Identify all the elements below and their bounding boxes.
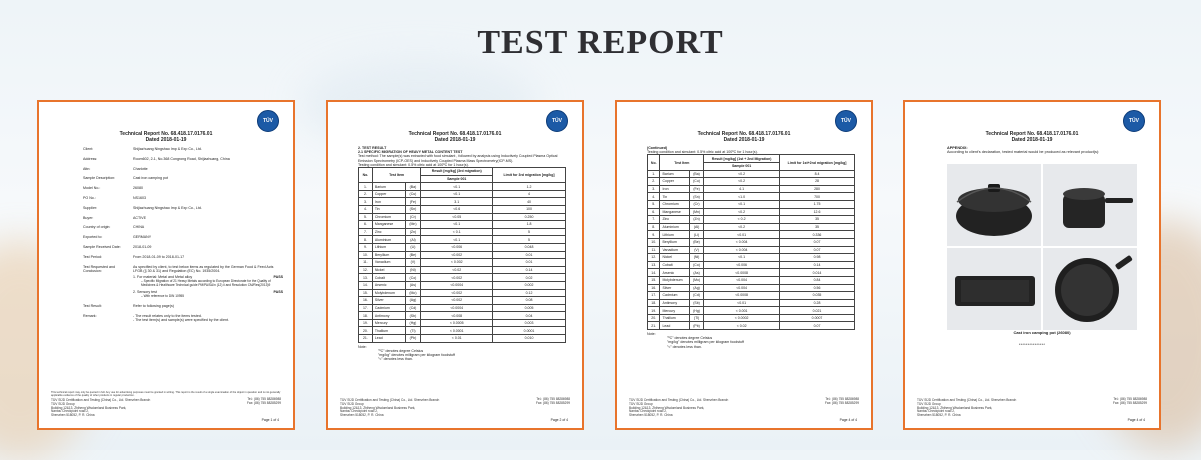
table-row: 17. Cadmium (Cd) <0.0004 0.005 bbox=[359, 304, 566, 312]
report-page-3[interactable] bbox=[615, 100, 873, 430]
notes: Note: "ºC" denotes degree Celsius "mg/kg" denotes milligram per kilogram foodstuff "<" denotes less than. bbox=[647, 332, 855, 349]
tuv-logo-icon: TÜV bbox=[1123, 110, 1145, 132]
test-requested-row: Test Requested and Conclusion: As specified by client, to test below items as regulated by the German Food & Feed Acts LFGB (§ 30 & 31) and Regulation (EC) No. 1935/2004. 1. For material: Metal and Metal alloy PASS – Specific Migration of 21 Heavy Metals according to European Directorate for the Quality of Medicines & Healthcare Technical guide PM/PA/SA/n (12) ii and Resolution CM/Res(2013)9 2. Sensory test PASS – With reference to DIN 10955 bbox=[83, 264, 283, 298]
product-photo bbox=[1043, 164, 1137, 246]
report-header bbox=[39, 131, 293, 143]
report-page-2[interactable] bbox=[326, 100, 584, 430]
product-photo bbox=[1043, 248, 1137, 330]
info-row: Sample Received Date: 2018-01-09 bbox=[83, 244, 152, 249]
table-row: 12. Nickel (Ni) <0.1 0.98 bbox=[648, 254, 855, 262]
info-row: PO No.: NS1603 bbox=[83, 195, 146, 200]
report-page-4[interactable] bbox=[903, 100, 1161, 430]
test-result-continued: (Continued) Testing condition and simulant: 0.5% citric acid at 100ºC for 1 hour(s). No. Test Item Result [mg/kg] (1st + 2nd Migration) Limit for 1st+2nd migration [mg/kg] Sample 001 1. Barium (Ba) <0.2 8.4 2. Copper (Cu) <0.2 28 3. Iron (Fe) 4.1 280 4. Tin (Sn) <1.0 700 5. Chromium (Cr) <0.1 1.75 6. Manganese (Mn) <0.2 12.6 7. Zinc (Zn) < 0.2 35 8. Aluminium (Al) <0.2 35 9. Lithium (Li) <0.01 0.336 10. Beryllium (Be) < 0.004 0.07 11. Vanadium (V) < 0.004 0.07 12. Nickel (Ni) <0.1 0.98 13. Cobalt (Co) <0.006 0.14 14. Arsenic (As) <0.0008 0.014 15. Molybdenum (Mo) <0.004 0.84 16. Silver (Ag) <0.004 0.56 17. Cadmium (Cd) <0.0008 0.035 18. Antimony (Sb) <0.01 0.28 19. Mercury (Hg) < 0.001 0.021 20. Thallium (Tl) < 0.0002 0.0007 21. Lead (Pb) < 0.02 0.07 Note: "ºC" denotes degree Celsius "mg/kg" denotes milligram per kilogram foodstuff "<" denotes less than. bbox=[647, 146, 855, 349]
migration-table: No. Test Item Result [mg/kg] (1st + 2nd Migration) Limit for 1st+2nd migration [mg/kg] Sample 001 1. Barium (Ba) <0.2 8.4 2. Copper (Cu) <0.2 28 3. Iron (Fe) 4.1 280 4. Tin (Sn) <1.0 700 5. Chromium (Cr) <0.1 1.75 6. Manganese (Mn) <0.2 12.6 7. Zinc (Zn) < 0.2 35 8. Aluminium (Al) <0.2 35 9. Lithium (Li) <0.01 0.336 10. Beryllium (Be) < 0.004 0.07 11. Vanadium (V) < 0.004 0.07 12. Nickel (Ni) <0.1 0.98 13. Cobalt (Co) <0.006 0.14 14. Arsenic (As) <0.0008 0.014 15. Molybdenum (Mo) <0.004 0.84 16. Silver (Ag) <0.004 0.56 17. Cadmium (Cd) <0.0008 0.035 18. Antimony (Sb) <0.01 0.28 19. Mercury (Hg) < 0.001 0.021 20. Thallium (Tl) < 0.0002 0.0007 21. Lead (Pb) < 0.02 0.07 bbox=[647, 154, 855, 330]
info-row: Client: Shijiazhuang Ningshao Imp & Exp Co., Ltd. bbox=[83, 147, 202, 151]
table-row: 9. Lithium (Li) <0.006 0.048 bbox=[359, 243, 566, 251]
table-row: 21. Lead (Pb) < 0.01 0.010 bbox=[359, 335, 566, 343]
end-marker: *************** bbox=[1018, 342, 1046, 347]
table-row: 14. Arsenic (As) <0.0008 0.014 bbox=[648, 269, 855, 277]
page-footer: This technical report may only be quoted in full. Any use for advertising purposes must be granted in writing. This report is the result of a single examination of the object in question and is not generally applicable evidence of the quality of other products in regular production. TÜV SÜD Certification and Testing (China) Co., Ltd. Shenzhen Branch TÜV SÜD Group Building 12&13, Zhiheng Wisdomland Business Park, Nantou Checkpoint road 2, Shenzhen 518052, P. R. China Tel.: (86) 755 88286988 Fax: (86) 755 88285299 bbox=[51, 391, 281, 418]
page-footer: TÜV SÜD Certification and Testing (China) Co., Ltd. Shenzhen Branch TÜV SÜD Group Building 12&13, Zhiheng Wisdomland Business Park, Nantou Checkpoint road 2, Shenzhen 518052, P. R. China Tel.: (86) 755 88286988 Fax: (86) 755 88285299 bbox=[340, 397, 570, 418]
report-number: Technical Report No. 68.418.17.0176.01 bbox=[119, 131, 213, 137]
report-date: Dated 2018-01-19 bbox=[145, 137, 187, 143]
report-page-1[interactable] bbox=[37, 100, 295, 430]
photo-caption: Cast iron camping pot (26080) bbox=[1013, 330, 1071, 335]
table-row: 20. Thallium (Tl) < 0.0002 0.0007 bbox=[648, 314, 855, 322]
table-row: 4. Tin (Sn) <0.6 100 bbox=[359, 205, 566, 213]
table-row: 16. Silver (Ag) <0.002 0.08 bbox=[359, 297, 566, 305]
info-row: Supplier: Shijiazhuang Ningshao Imp & Exp Co., Ltd. bbox=[83, 205, 202, 210]
page-number: Page 2 of 4 bbox=[550, 418, 568, 422]
remark-row: Remark: - The result relates only to the items tested. - The test item(s) and sample(s) were specified by the client. bbox=[83, 313, 230, 322]
table-row: 20. Thallium (Tl) < 0.0001 0.0001 bbox=[359, 327, 566, 335]
info-row: Model No.: 26080 bbox=[83, 186, 143, 191]
table-row: 2. Copper (Cu) <0.2 28 bbox=[648, 178, 855, 186]
table-row: 13. Cobalt (Co) <0.002 0.02 bbox=[359, 274, 566, 282]
table-row: 11. Vanadium (V) < 0.004 0.07 bbox=[648, 246, 855, 254]
info-row: Exported to: GERMANY bbox=[83, 235, 152, 240]
table-row: 7. Zinc (Zn) < 0.2 35 bbox=[648, 216, 855, 224]
page-title: TEST REPORT bbox=[477, 24, 724, 61]
info-row: Country of origin: CHINA bbox=[83, 225, 145, 230]
table-row: 8. Aluminium (Al) <0.1 5 bbox=[359, 236, 566, 244]
table-row: 15. Molybdenum (Mo) <0.004 0.84 bbox=[648, 276, 855, 284]
appendix: APPENDIX: According to client's declaration, tested material would be produced as relevant product(s): bbox=[947, 146, 1100, 155]
table-row: 7. Zinc (Zn) < 0.1 5 bbox=[359, 228, 566, 236]
note-item: "mg/kg" denotes milligram per kilogram foodstuff bbox=[378, 353, 455, 358]
note-item: "ºC" denotes degree Celsius bbox=[667, 336, 713, 341]
info-row: Test Period: From 2018-01-09 to 2018-01-17 bbox=[83, 254, 185, 259]
table-row: 15. Molybdenum (Mo) <0.002 0.12 bbox=[359, 289, 566, 297]
table-row: 1. Barium (Ba) <0.1 1.2 bbox=[359, 183, 566, 191]
tuv-logo-icon: TÜV bbox=[546, 110, 568, 132]
table-row: 9. Lithium (Li) <0.01 0.336 bbox=[648, 231, 855, 239]
report-header: Technical Report No. 68.418.17.0176.01 Dated 2018-01-19 bbox=[985, 131, 1079, 143]
table-row: 3. Iron (Fe) 3.1 40 bbox=[359, 198, 566, 206]
table-row: 5. Chromium (Cr) <0.1 1.75 bbox=[648, 200, 855, 208]
table-row: 17. Cadmium (Cd) <0.0008 0.035 bbox=[648, 292, 855, 300]
table-row: 14. Arsenic (As) <0.0004 0.002 bbox=[359, 281, 566, 289]
page-footer: TÜV SÜD Certification and Testing (China) Co., Ltd. Shenzhen Branch TÜV SÜD Group Building 12&13, Zhiheng Wisdomland Business Park, Nantou Checkpoint road 2, Shenzhen 518052, P. R. China Tel.: (86) 755 88286988 Fax: (86) 755 88285299 bbox=[629, 397, 859, 418]
table-row: 10. Beryllium (Be) < 0.004 0.07 bbox=[648, 238, 855, 246]
table-row: 18. Antimony (Sb) <0.008 0.04 bbox=[359, 312, 566, 320]
pass-badge: PASS bbox=[273, 289, 283, 294]
migration-table: No. Test Item Result [mg/kg] (3rd migration) Limit for 3rd migration [mg/kg] Sample 001 1. Barium (Ba) <0.1 1.2 2. Copper (Cu) <0.1 4 3. Iron (Fe) 3.1 40 4. Tin (Sn) <0.6 100 5. Chromium (Cr) <0.05 0.250 6. Manganese (Mn) <0.1 1.8 7. Zinc (Zn) < 0.1 5 8. Aluminium (Al) <0.1 5 9. Lithium (Li) <0.006 0.048 10. Beryllium (Be) <0.002 0.01 11. Vanadium (V) < 0.002 0.01 12. Nickel (Ni) <0.02 0.14 13. Cobalt (Co) <0.002 0.02 14. Arsenic (As) <0.0004 0.002 15. Molybdenum (Mo) <0.002 0.12 16. Silver (Ag) <0.002 0.08 17. Cadmium (Cd) <0.0004 0.005 18. Antimony (Sb) <0.008 0.04 19. Mercury (Hg) < 0.0005 0.003 20. Thallium (Tl) < 0.0001 0.0001 21. Lead (Pb) < 0.01 0.010 bbox=[358, 167, 566, 343]
page-footer: TÜV SÜD Certification and Testing (China) Co., Ltd. Shenzhen Branch TÜV SÜD Group Building 12&13, Zhiheng Wisdomland Business Park, Nantou Checkpoint road 2, Shenzhen 518052, P. R. China Tel.: (86) 755 88286988 Fax: (86) 755 88285299 bbox=[917, 397, 1147, 418]
pass-badge: PASS bbox=[273, 274, 283, 279]
page-number: Page 1 of 4 bbox=[261, 418, 279, 422]
table-row: 16. Silver (Ag) <0.004 0.56 bbox=[648, 284, 855, 292]
page-number: Page 4 of 4 bbox=[1127, 418, 1145, 422]
table-row: 8. Aluminium (Al) <0.2 35 bbox=[648, 223, 855, 231]
info-row: Sample Description: Cast iron camping pot bbox=[83, 176, 168, 181]
note-item: "ºC" denotes degree Celsius bbox=[378, 348, 424, 353]
table-row: 19. Mercury (Hg) < 0.0005 0.003 bbox=[359, 319, 566, 327]
table-row: 12. Nickel (Ni) <0.02 0.14 bbox=[359, 266, 566, 274]
table-row: 4. Tin (Sn) <1.0 700 bbox=[648, 193, 855, 201]
client-info bbox=[83, 147, 283, 328]
table-row: 11. Vanadium (V) < 0.002 0.01 bbox=[359, 259, 566, 267]
table-row: 6. Manganese (Mn) <0.1 1.8 bbox=[359, 221, 566, 229]
table-row: 1. Barium (Ba) <0.2 8.4 bbox=[648, 170, 855, 178]
test-result-section: 2. TEST RESULT 2.1 SPECIFIC MIGRATION OF HEAVY METAL CONTENT TEST Test method: The sample(s) was extracted with food simulant , followed by analysis using Inductively Coupled Plasma Optical Emission Spectrometry (ICP-OES) and Inductively Coupled Plasma Mass Spectrometry(ICP-MS). Testing condition and simulant: 0.5% citric acid at 100ºC for 1 hour(s). No. Test Item Result [mg/kg] (3rd migration) Limit for 3rd migration [mg/kg] Sample 001 1. Barium (Ba) <0.1 1.2 2. Copper (Cu) <0.1 4 3. Iron (Fe) 3.1 40 4. Tin (Sn) <0.6 100 5. Chromium (Cr) <0.05 0.250 6. Manganese (Mn) <0.1 1.8 7. Zinc (Zn) < 0.1 5 8. Aluminium (Al) <0.1 5 9. Lithium (Li) <0.006 0.048 10. Beryllium (Be) <0.002 0.01 11. Vanadium (V) < 0.002 0.01 12. Nickel (Ni) <0.02 0.14 13. Cobalt (Co) <0.002 0.02 14. Arsenic (As) <0.0004 0.002 15. Molybdenum (Mo) <0.002 0.12 16. Silver (Ag) <0.002 0.08 17. Cadmium (Cd) <0.0004 0.005 18. Antimony (Sb) <0.008 0.04 19. Mercury (Hg) < 0.0005 0.003 20. Thallium (Tl) < 0.0001 0.0001 21. Lead (Pb) < 0.01 0.010 Note: "ºC" denotes degree Celsius "mg/kg" denotes milligram per kilogram foodstuff "<" denotes less than. bbox=[358, 146, 566, 361]
table-row: 18. Antimony (Sb) <0.01 0.28 bbox=[648, 299, 855, 307]
notes: Note: "ºC" denotes degree Celsius "mg/kg" denotes milligram per kilogram foodstuff "<" denotes less than. bbox=[358, 345, 566, 362]
tuv-logo-icon: TÜV bbox=[257, 110, 279, 132]
table-row: 6. Manganese (Mn) <0.2 12.6 bbox=[648, 208, 855, 216]
note-item: "mg/kg" denotes milligram per kilogram foodstuff bbox=[667, 340, 744, 345]
product-photo bbox=[947, 164, 1041, 246]
table-row: 19. Mercury (Hg) < 0.001 0.021 bbox=[648, 307, 855, 315]
table-row: 10. Beryllium (Be) <0.002 0.01 bbox=[359, 251, 566, 259]
table-row: 2. Copper (Cu) <0.1 4 bbox=[359, 190, 566, 198]
report-header: Technical Report No. 68.418.17.0176.01 Dated 2018-01-19 bbox=[697, 131, 791, 143]
table-row: 5. Chromium (Cr) <0.05 0.250 bbox=[359, 213, 566, 221]
info-row: Address: Room602, 2-1, No.368 Congrong Road, Shijiazhuang, China bbox=[83, 156, 230, 161]
note-item: "<" denotes less than. bbox=[667, 344, 702, 349]
product-photo bbox=[947, 248, 1041, 330]
report-header: Technical Report No. 68.418.17.0176.01 Dated 2018-01-19 bbox=[408, 131, 502, 143]
table-row: 3. Iron (Fe) 4.1 280 bbox=[648, 185, 855, 193]
tuv-logo-icon: TÜV bbox=[835, 110, 857, 132]
table-row: 13. Cobalt (Co) <0.006 0.14 bbox=[648, 261, 855, 269]
info-row: Buyer: ACTIVE bbox=[83, 215, 146, 220]
table-row: 21. Lead (Pb) < 0.02 0.07 bbox=[648, 322, 855, 330]
info-row: Attn: Charlotte bbox=[83, 166, 148, 171]
test-result-row: Test Result: Refer to following page(s) bbox=[83, 303, 174, 308]
product-photos bbox=[947, 164, 1137, 330]
page-number: Page 4 of 4 bbox=[839, 418, 857, 422]
note-item: "<" denotes less than. bbox=[378, 357, 413, 362]
